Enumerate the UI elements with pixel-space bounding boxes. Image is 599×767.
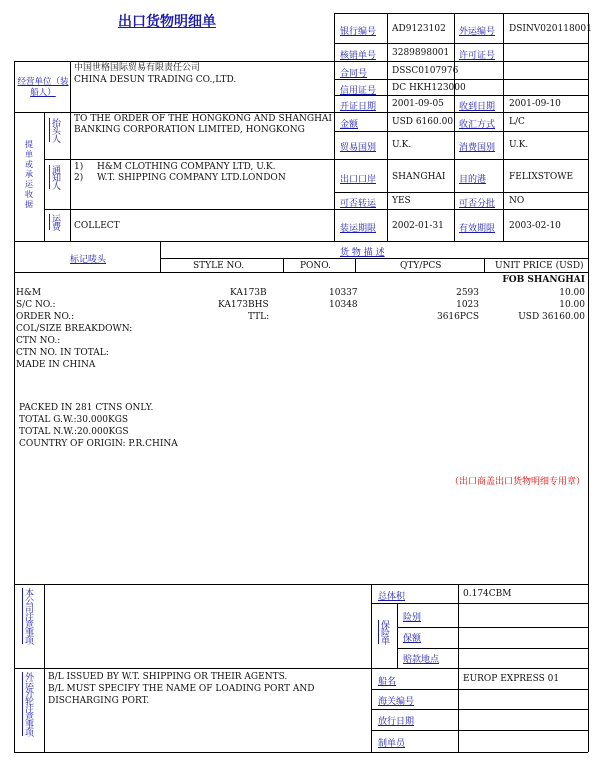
marks-label: 标记唛头 [70, 255, 107, 265]
grid-line [44, 112, 45, 241]
amount-label: 金额 [340, 120, 359, 130]
grid-line [371, 730, 588, 731]
packing-line: TOTAL N.W.:20.000KGS [19, 427, 129, 437]
grid-line [160, 241, 161, 272]
grid-line [14, 241, 588, 242]
consume-country-label: 消费国别 [459, 143, 496, 153]
marks-line: CTN NO.: [16, 336, 61, 346]
lc-no-value: DC HKH123000 [392, 83, 466, 93]
issue-date-label: 开证日期 [340, 102, 377, 112]
grid-line [14, 668, 588, 669]
partial-value: NO [509, 196, 525, 206]
ext-ref-value: DSINV020118001 [509, 24, 592, 34]
grid-line [44, 584, 45, 752]
payment-label: 收汇方式 [459, 120, 496, 130]
grid-line [14, 112, 588, 113]
row-qty: 1023 [456, 300, 479, 310]
grid-line [160, 258, 588, 259]
price-terms: FOB SHANGHAI [502, 275, 585, 285]
grid-line [14, 584, 588, 585]
row-qty: 2593 [456, 288, 479, 298]
trade-country-label: 贸易国别 [340, 143, 377, 153]
volume-value: 0.174CBM [463, 589, 512, 599]
seal-no-label: 海关编号 [378, 697, 415, 707]
sales-no-value: 3289898001 [392, 48, 450, 58]
sales-no-label: 核销单号 [340, 51, 377, 61]
exporter-name-en: CHINA DESUN TRADING CO.,LTD. [74, 75, 237, 85]
grid-line [458, 584, 459, 752]
grid-line [454, 13, 455, 241]
packing-line: COUNTRY OF ORIGIN: P.R.CHINA [19, 439, 178, 449]
grid-line [14, 61, 588, 62]
stamp-note: （出口商盖出口货物明细专用章） [449, 477, 585, 487]
marks-line: MADE IN CHINA [16, 360, 96, 370]
consignee-value: TO THE ORDER OF THE HONGKONG AND SHANGHAI BANKING CORPORATION LIMITED, HONGKONG [74, 114, 332, 135]
grid-line [371, 689, 588, 690]
col-qty: QTY/PCS [400, 261, 442, 271]
grid-line [334, 13, 588, 14]
transship-label: 可否转运 [340, 199, 377, 209]
grid-line [14, 752, 588, 753]
vessel-label: 船名 [378, 677, 397, 687]
amount-value: USD 6160.00 [392, 117, 454, 127]
col-style-no: STYLE NO. [193, 261, 245, 271]
port-value: SHANGHAI [392, 172, 446, 182]
grid-line [334, 13, 335, 241]
grid-line [70, 61, 71, 241]
insurance-label: 保险单 [379, 620, 389, 644]
bl-group-label: 提单或承运收据 [25, 140, 33, 209]
license-no-label: 许可证号 [459, 51, 496, 61]
marks-line: CTN NO. IN TOTAL: [16, 348, 109, 358]
row-style: KA173BHS [218, 300, 269, 310]
receive-date-label: 收到日期 [459, 102, 496, 112]
preparer-label: 制单员 [378, 739, 406, 749]
exporter-label: 经营单位（装船人） [17, 77, 69, 98]
release-date-label: 放行日期 [378, 717, 415, 727]
transship-value: YES [392, 196, 411, 206]
row-po: 10337 [329, 288, 358, 298]
notify-1: H&M CLOTHING COMPANY LTD, U.K. [97, 162, 276, 172]
marks-line: ORDER NO.: [16, 312, 75, 322]
partial-label: 可否分批 [459, 199, 496, 209]
grid-line [355, 258, 356, 272]
valid-date-value: 2003-02-10 [509, 221, 561, 231]
freight-label: 运费 [50, 214, 60, 230]
payment-value: L/C [509, 117, 525, 127]
grid-line [484, 258, 485, 272]
contract-no-label: 合同号 [340, 69, 368, 79]
destination-label: 目的港 [459, 175, 487, 185]
grid-line [44, 209, 588, 210]
port-label: 出口口岸 [340, 175, 377, 185]
packing-line: TOTAL G.W.:30.000KGS [19, 415, 129, 425]
consignee-label: 抬头人 [50, 118, 60, 142]
notify-2-no: 2) [74, 173, 84, 183]
packing-line: PACKED IN 281 CTNS ONLY. [19, 403, 154, 413]
col-unit-price: UNIT PRICE (USD) [495, 261, 584, 271]
lc-no-label: 信用证号 [340, 86, 377, 96]
trade-country-value: U.K. [392, 140, 412, 150]
insured-amount-label: 保额 [403, 634, 422, 644]
valid-date-label: 有效期限 [459, 224, 496, 234]
claim-place-label: 赔款地点 [403, 655, 440, 665]
marks-line: COL/SIZE BREAKDOWN: [16, 324, 133, 334]
consume-country-value: U.K. [509, 140, 529, 150]
ship-date-value: 2002-01-31 [392, 221, 444, 231]
marks-line: H&M [16, 288, 42, 298]
receive-date-value: 2001-09-10 [509, 99, 561, 109]
col-po-no: PONO. [300, 261, 332, 271]
transport-note-line: DISCHARGING PORT. [48, 696, 150, 706]
destination-value: FELIXSTOWE [509, 172, 574, 182]
notify-1-no: 1) [74, 162, 84, 172]
issue-date-value: 2001-09-05 [392, 99, 444, 109]
grid-line [588, 13, 589, 752]
transport-note-line: B/L MUST SPECIFY THE NAME OF LOADING PORT AND [48, 684, 315, 694]
marks-line: S/C NO.: [16, 300, 56, 310]
row-style: KA173B [230, 288, 267, 298]
grid-line [334, 192, 588, 193]
grid-line [397, 648, 588, 649]
total-qty: 3616PCS [436, 312, 479, 322]
transport-note-label: 外运外轮注意事项 [23, 672, 33, 736]
grid-line [334, 79, 588, 80]
page-title: 出口货物明细单 [118, 14, 216, 30]
grid-line [14, 61, 15, 752]
grid-line [397, 603, 398, 668]
bank-no-value: AD9123102 [392, 24, 446, 34]
notify-2: W.T. SHIPPING COMPANY LTD.LONDON [97, 173, 286, 183]
exporter-name-cn: 中国世格国际贸易有限责任公司 [74, 63, 201, 73]
total-label: TTL: [248, 312, 270, 322]
grid-line [14, 272, 588, 273]
risk-label: 险别 [403, 613, 422, 623]
total-amount: USD 36160.00 [518, 312, 585, 322]
grid-line [503, 13, 504, 241]
ext-ref-label: 外运编号 [459, 27, 496, 37]
grid-line [283, 258, 284, 272]
vessel-value: EUROP EXPRESS 01 [463, 674, 560, 684]
description-label: 货 物 描 述 [340, 248, 385, 258]
grid-line [387, 13, 388, 241]
volume-label: 总体积 [378, 592, 406, 602]
ship-date-label: 装运期限 [340, 224, 377, 234]
contract-no-value: DSSC0107976 [392, 66, 459, 76]
grid-line [397, 627, 588, 628]
row-po: 10348 [329, 300, 358, 310]
freight-value: COLLECT [74, 221, 120, 231]
grid-line [334, 131, 588, 132]
grid-line [371, 584, 372, 752]
row-price: 10.00 [559, 288, 585, 298]
grid-line [371, 709, 588, 710]
grid-line [371, 603, 588, 604]
row-price: 10.00 [559, 300, 585, 310]
grid-line [334, 43, 588, 44]
company-note-label: 本公司注意事项 [23, 588, 33, 644]
notify-label: 通知人 [50, 165, 60, 189]
transport-note-line: B/L ISSUED BY W.T. SHIPPING OR THEIR AGENTS. [48, 672, 288, 682]
bank-no-label: 银行编号 [340, 27, 377, 37]
grid-line [44, 159, 588, 160]
